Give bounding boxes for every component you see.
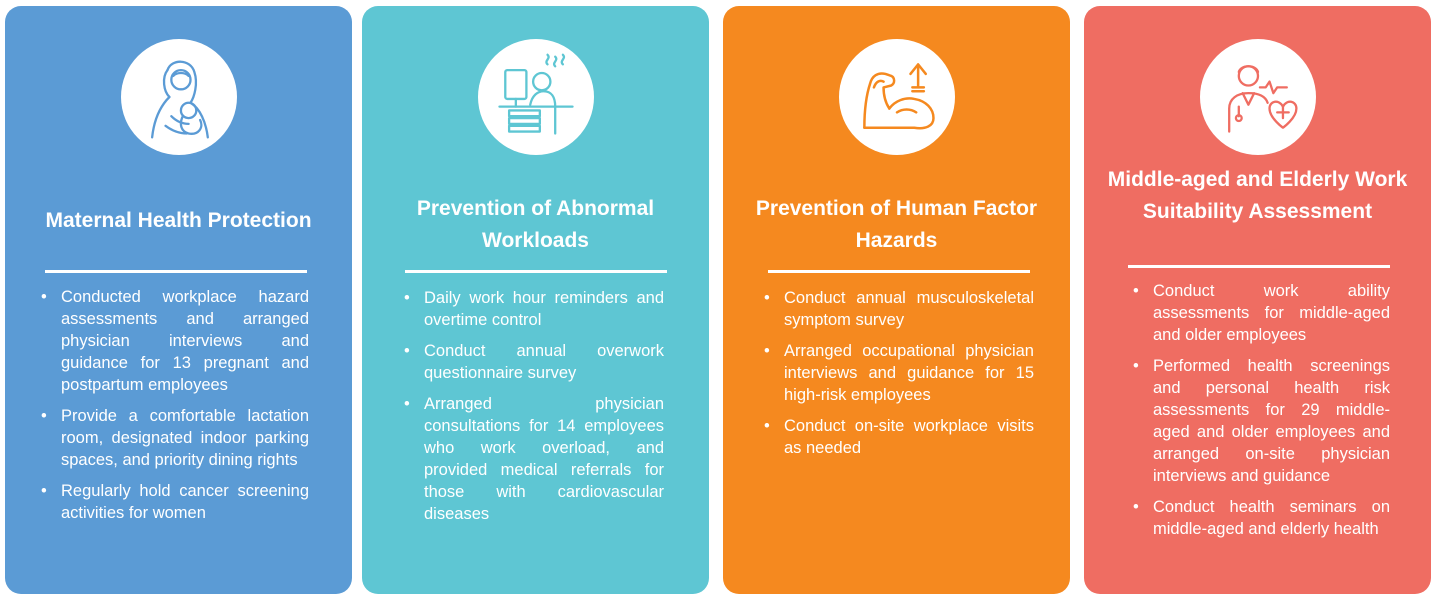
bullet-item: • Arranged physician consultations for 14 employees who work overload, and provided medical referrals for those with cardiovascular diseases xyxy=(402,393,664,525)
bullet-list xyxy=(39,286,309,533)
bullet-item: • Arranged occupational physician interviews and guidance for 15 high-risk employees xyxy=(762,340,1034,406)
mother-baby-icon xyxy=(121,39,237,155)
bullet-item: • Provide a comfortable lactation room, designated indoor parking spaces, and priority dining rights xyxy=(39,405,309,471)
title-divider xyxy=(45,270,307,273)
card-title: Prevention of Abnormal Workloads xyxy=(416,197,655,252)
bullet-list xyxy=(1131,280,1390,549)
bullet-item: • Conduct work ability assessments for middle-aged and older employees xyxy=(1131,280,1390,346)
card-title: Maternal Health Protection xyxy=(45,209,312,232)
bullet-list xyxy=(762,287,1034,468)
bullet-item: • Conduct annual musculoskeletal symptom survey xyxy=(762,287,1034,331)
bullet-item: • Conduct health seminars on middle-aged and elderly health xyxy=(1131,496,1390,540)
card-title: Middle-aged and Elderly Work Suitability Assessment xyxy=(1107,168,1408,223)
bullet-item: • Performed health screenings and personal health risk assessments for 29 middle-aged and older employees and arranged on-site physician interviews and guidance xyxy=(1131,355,1390,487)
maternal-health-card xyxy=(5,6,352,594)
bullet-item: • Regularly hold cancer screening activities for women xyxy=(39,480,309,524)
bullet-item: • Conduct on-site workplace visits as needed xyxy=(762,415,1034,459)
bullet-item: • Conduct annual overwork questionnaire survey xyxy=(402,340,664,384)
flexed-arm-icon xyxy=(839,39,955,155)
title-divider xyxy=(1128,265,1390,268)
bullet-item: • Daily work hour reminders and overtime control xyxy=(402,287,664,331)
doctor-heart-icon xyxy=(1200,39,1316,155)
bullet-list xyxy=(402,287,664,534)
overworked-desk-icon xyxy=(478,39,594,155)
abnormal-workloads-card xyxy=(362,6,709,594)
bullet-item: • Conducted workplace hazard assessments and arranged physician interviews and guidance for 13 pregnant and postpartum employees xyxy=(39,286,309,396)
elderly-work-suitability-card xyxy=(1084,6,1431,594)
card-title: Prevention of Human Factor Hazards xyxy=(755,197,1038,252)
title-divider xyxy=(768,270,1030,273)
human-factor-hazards-card xyxy=(723,6,1070,594)
title-divider xyxy=(405,270,667,273)
